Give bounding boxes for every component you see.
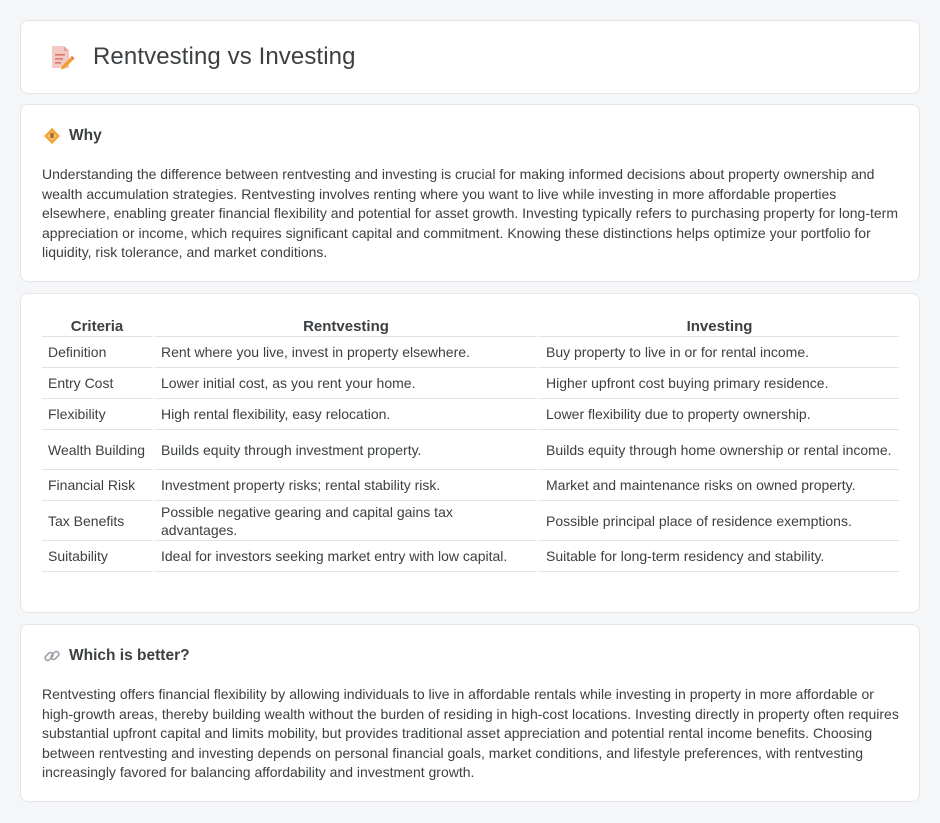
header-card [20, 20, 920, 94]
criteria-cell: Definition [42, 337, 152, 368]
why-text: Understanding the difference between rentvesting and investing is crucial for making informed decisions about property ownership and wealth accumulation strategies. Rentvesting involves renting where you want to live while investing in more affordable properties elsewhere, enabling greater financial flexibility and potential for asset growth. Investing typically refers to purchasing property for long-term appreciation or income, which requires significant capital and commitment. Knowing these distinctions helps optimize your portfolio for liquidity, risk tolerance, and market conditions. [42, 166, 898, 261]
table-row [42, 368, 899, 399]
header-criteria: Criteria [42, 316, 152, 337]
rentvesting-cell: Lower initial cost, as you rent your home. [152, 368, 537, 399]
investing-cell: Builds equity through home ownership or rental income. [537, 430, 899, 470]
better-heading [43, 647, 190, 665]
investing-cell: Lower flexibility due to property ownership. [537, 399, 899, 430]
why-section [20, 104, 920, 282]
table-row [42, 337, 899, 368]
investing-cell: Market and maintenance risks on owned property. [537, 470, 899, 501]
why-heading [43, 127, 102, 145]
rentvesting-cell: Possible negative gearing and capital gains tax advantages. [152, 501, 537, 541]
link-icon [43, 647, 61, 665]
criteria-cell: Entry Cost [42, 368, 152, 399]
investing-cell: Suitable for long-term residency and stability. [537, 541, 899, 572]
criteria-cell: Suitability [42, 541, 152, 572]
better-text: Rentvesting offers financial flexibility by allowing individuals to live in affordable rentals while investing in property in more affordable or high-growth areas, thereby building wealth without the burden of residing in high-cost locations. Investing directly in property often requires substantial upfront capital and limits mobility, but provides traditional asset appreciation and potential rental income benefits. Choosing between rentvesting and investing depends on personal financial goals, market conditions, and lifestyle preferences, with rentvesting increasingly favored for balancing affordability and investment growth. [42, 686, 899, 781]
rentvesting-cell: Rent where you live, invest in property elsewhere. [152, 337, 537, 368]
table-row [42, 399, 899, 430]
rentvesting-cell: Ideal for investors seeking market entry with low capital. [152, 541, 537, 572]
why-title: Why [69, 127, 102, 144]
table-row [42, 470, 899, 501]
rentvesting-cell: Investment property risks; rental stability risk. [152, 470, 537, 501]
criteria-cell: Wealth Building [42, 430, 152, 470]
investing-cell: Higher upfront cost buying primary residence. [537, 368, 899, 399]
document-edit-icon [47, 43, 75, 71]
rentvesting-cell: High rental flexibility, easy relocation. [152, 399, 537, 430]
table-row [42, 501, 899, 541]
criteria-cell: Financial Risk [42, 470, 152, 501]
rentvesting-cell: Builds equity through investment property. [152, 430, 537, 470]
better-title: Which is better? [69, 647, 190, 664]
title-wrap [47, 43, 356, 71]
investing-cell: Possible principal place of residence exemptions. [537, 501, 899, 541]
header-investing: Investing [537, 316, 899, 337]
table-row [42, 541, 899, 572]
comparison-section [20, 293, 920, 613]
table-row [42, 430, 899, 470]
header-rentvesting: Rentvesting [152, 316, 537, 337]
page-title: Rentvesting vs Investing [93, 43, 356, 70]
comparison-table [42, 316, 899, 572]
criteria-cell: Flexibility [42, 399, 152, 430]
better-section [20, 624, 920, 802]
diamond-warning-icon [43, 127, 61, 145]
table-header-row [42, 316, 899, 337]
investing-cell: Buy property to live in or for rental income. [537, 337, 899, 368]
criteria-cell: Tax Benefits [42, 501, 152, 541]
